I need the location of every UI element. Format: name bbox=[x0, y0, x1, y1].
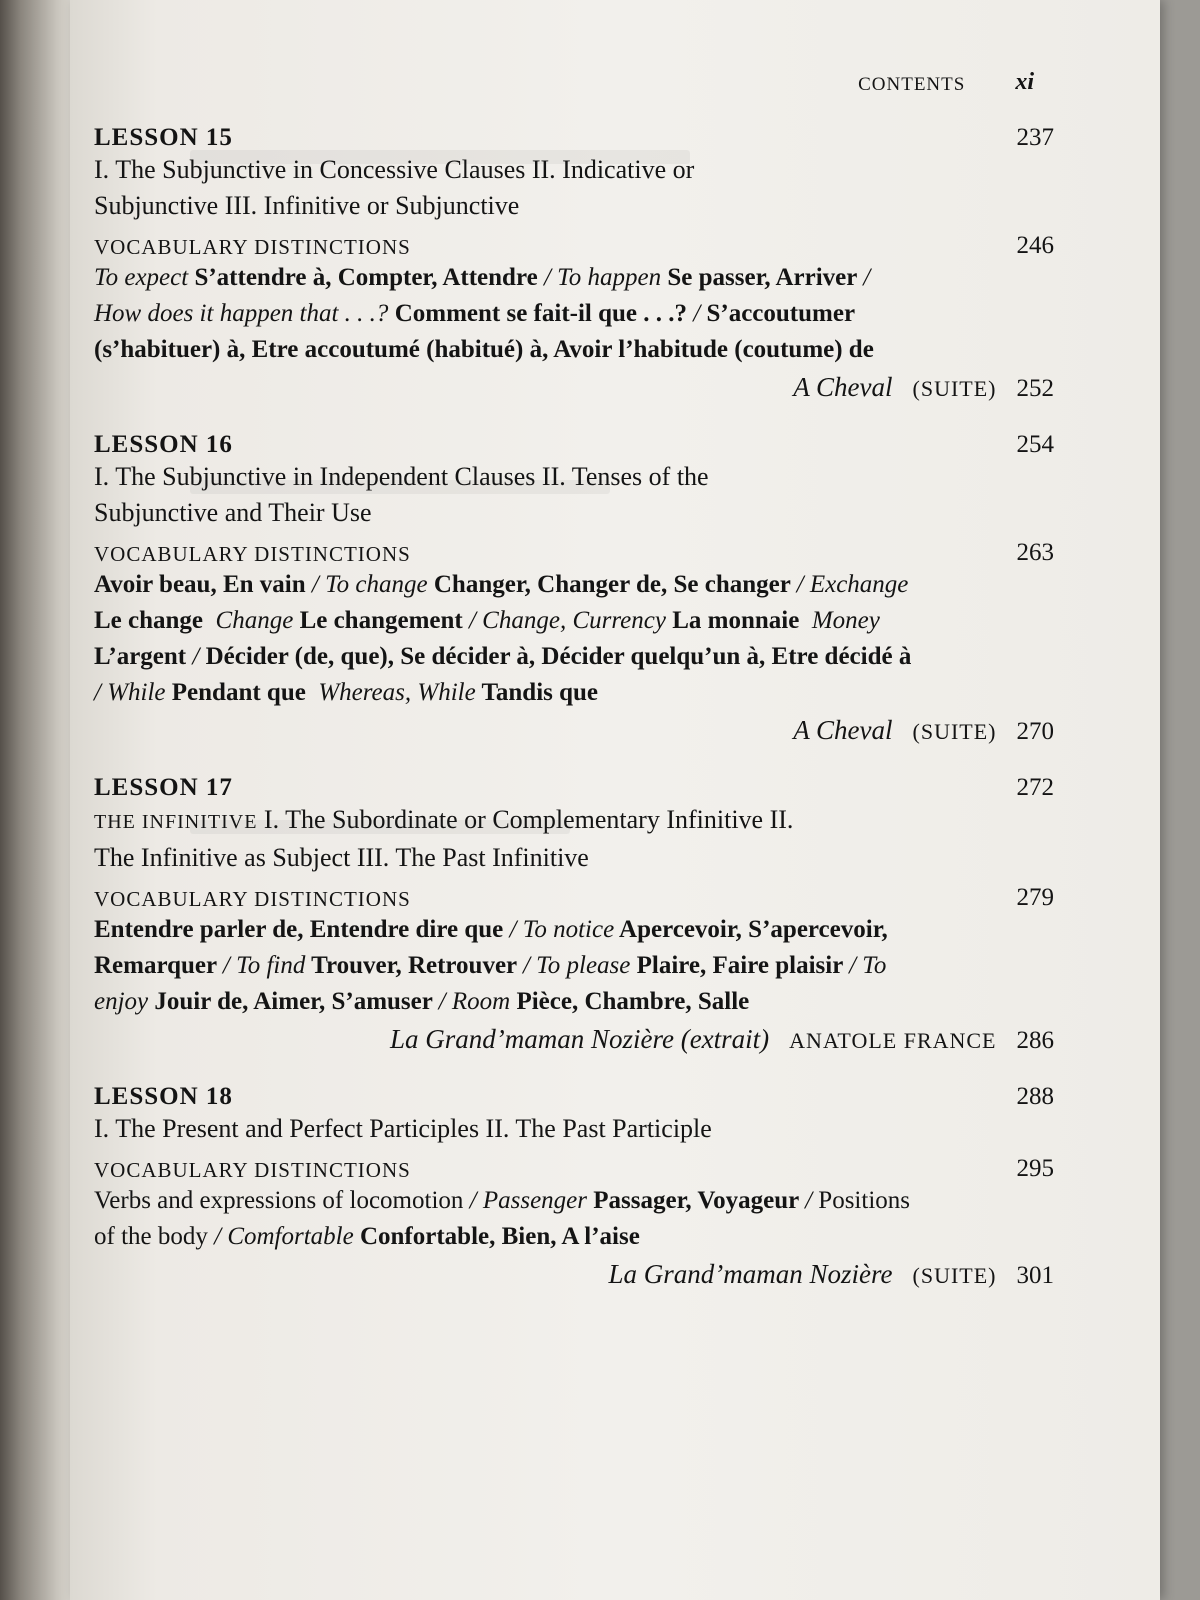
vocab-list: To expect S’attendre à, Compter, Attendre / To happen Se passer, Arriver / How does it happen that . . .? Comment se fait-il que . . .? / S’accoutumer (s’habituer) à, Etre accoutumé (habitué) à, Avoir l’habitude (coutume) de bbox=[94, 264, 874, 363]
lesson-topics bbox=[94, 802, 814, 876]
reading-page: 252 bbox=[1016, 375, 1054, 402]
running-title: CONTENTS bbox=[858, 74, 966, 95]
vocab-label: VOCABULARY DISTINCTIONS bbox=[94, 887, 411, 911]
reading-title: La Grand’maman Nozière bbox=[608, 1259, 893, 1289]
vocab-page: 279 bbox=[1016, 884, 1054, 911]
topics-prefix: THE INFINITIVE bbox=[94, 811, 258, 833]
lesson-entry bbox=[94, 108, 1074, 403]
page-header bbox=[94, 40, 1074, 96]
lesson-topics: I. The Subjunctive in Concessive Clauses II. Indicative or Subjunctive III. Infinitive or Subjunctive bbox=[94, 155, 695, 220]
lesson-page: 272 bbox=[1016, 774, 1054, 801]
vocab-label: VOCABULARY DISTINCTIONS bbox=[94, 1158, 411, 1182]
reading-entry bbox=[94, 372, 1074, 403]
lesson-topics: I. The Present and Perfect Participles II. The Past Participle bbox=[94, 1114, 712, 1143]
vocab-page: 295 bbox=[1016, 1155, 1054, 1182]
vocab-label: VOCABULARY DISTINCTIONS bbox=[94, 542, 411, 566]
lesson-entry bbox=[94, 758, 1074, 1055]
vocab-list: Entendre parler de, Entendre dire que / To notice Apercevoir, S’apercevoir, Remarquer / To find Trouver, Retrouver / To please Plaire, Faire plaisir / To enjoy Jouir de, Aimer, S’amuser / Room Pièce, Chambre, Salle bbox=[94, 916, 888, 1015]
reading-author: ANATOLE FRANCE bbox=[789, 1028, 997, 1053]
lesson-topics: I. The Subjunctive in Independent Clauses II. Tenses of the Subjunctive and Their Use bbox=[94, 462, 709, 527]
vocab-list: Verbs and expressions of locomotion / Passenger Passager, Voyageur / Positions of the body / Comfortable Confortable, Bien, A l’aise bbox=[94, 1187, 910, 1250]
lesson-title: LESSON 15 bbox=[94, 124, 233, 151]
lesson-page: 237 bbox=[1016, 124, 1054, 151]
reading-suffix: (SUITE) bbox=[912, 376, 997, 401]
vocab-page: 246 bbox=[1016, 232, 1054, 259]
vocab-page: 263 bbox=[1016, 539, 1054, 566]
reading-suffix: (SUITE) bbox=[912, 1263, 997, 1288]
lesson-title: LESSON 18 bbox=[94, 1083, 233, 1110]
reading-entry bbox=[94, 1259, 1074, 1290]
reading-page: 286 bbox=[1016, 1027, 1054, 1054]
topics-text: I. The Subordinate or Complementary Infinitive II. The Infinitive as Subject III. The Past Infinitive bbox=[94, 805, 794, 872]
lesson-title: LESSON 16 bbox=[94, 431, 233, 458]
reading-entry bbox=[94, 1024, 1074, 1055]
vocab-list: Avoir beau, En vain / To change Changer, Changer de, Se changer / Exchange Le change Change Le changement / Change, Currency La monnaie Money L’argent / Décider (de, que), Se décider à, Décider quelqu’un à, Etre décidé à / While Pendant que Whereas, While Tandis que bbox=[94, 571, 912, 706]
reading-title: La Grand’maman Nozière (extrait) bbox=[389, 1024, 770, 1054]
reading-suffix: (SUITE) bbox=[912, 719, 997, 744]
reading-entry bbox=[94, 715, 1074, 746]
lesson-page: 288 bbox=[1016, 1083, 1054, 1110]
book-page bbox=[70, 0, 1160, 1600]
reading-page: 270 bbox=[1016, 718, 1054, 745]
page-folio: xi bbox=[1015, 69, 1034, 95]
lesson-entry bbox=[94, 1067, 1074, 1290]
reading-title: A Cheval bbox=[793, 715, 893, 745]
lesson-page: 254 bbox=[1016, 431, 1054, 458]
lesson-entry bbox=[94, 415, 1074, 746]
reading-title: A Cheval bbox=[793, 372, 893, 402]
contents-list bbox=[94, 40, 1074, 1290]
reading-page: 301 bbox=[1016, 1262, 1054, 1289]
vocab-label: VOCABULARY DISTINCTIONS bbox=[94, 235, 411, 259]
lesson-title: LESSON 17 bbox=[94, 774, 233, 801]
